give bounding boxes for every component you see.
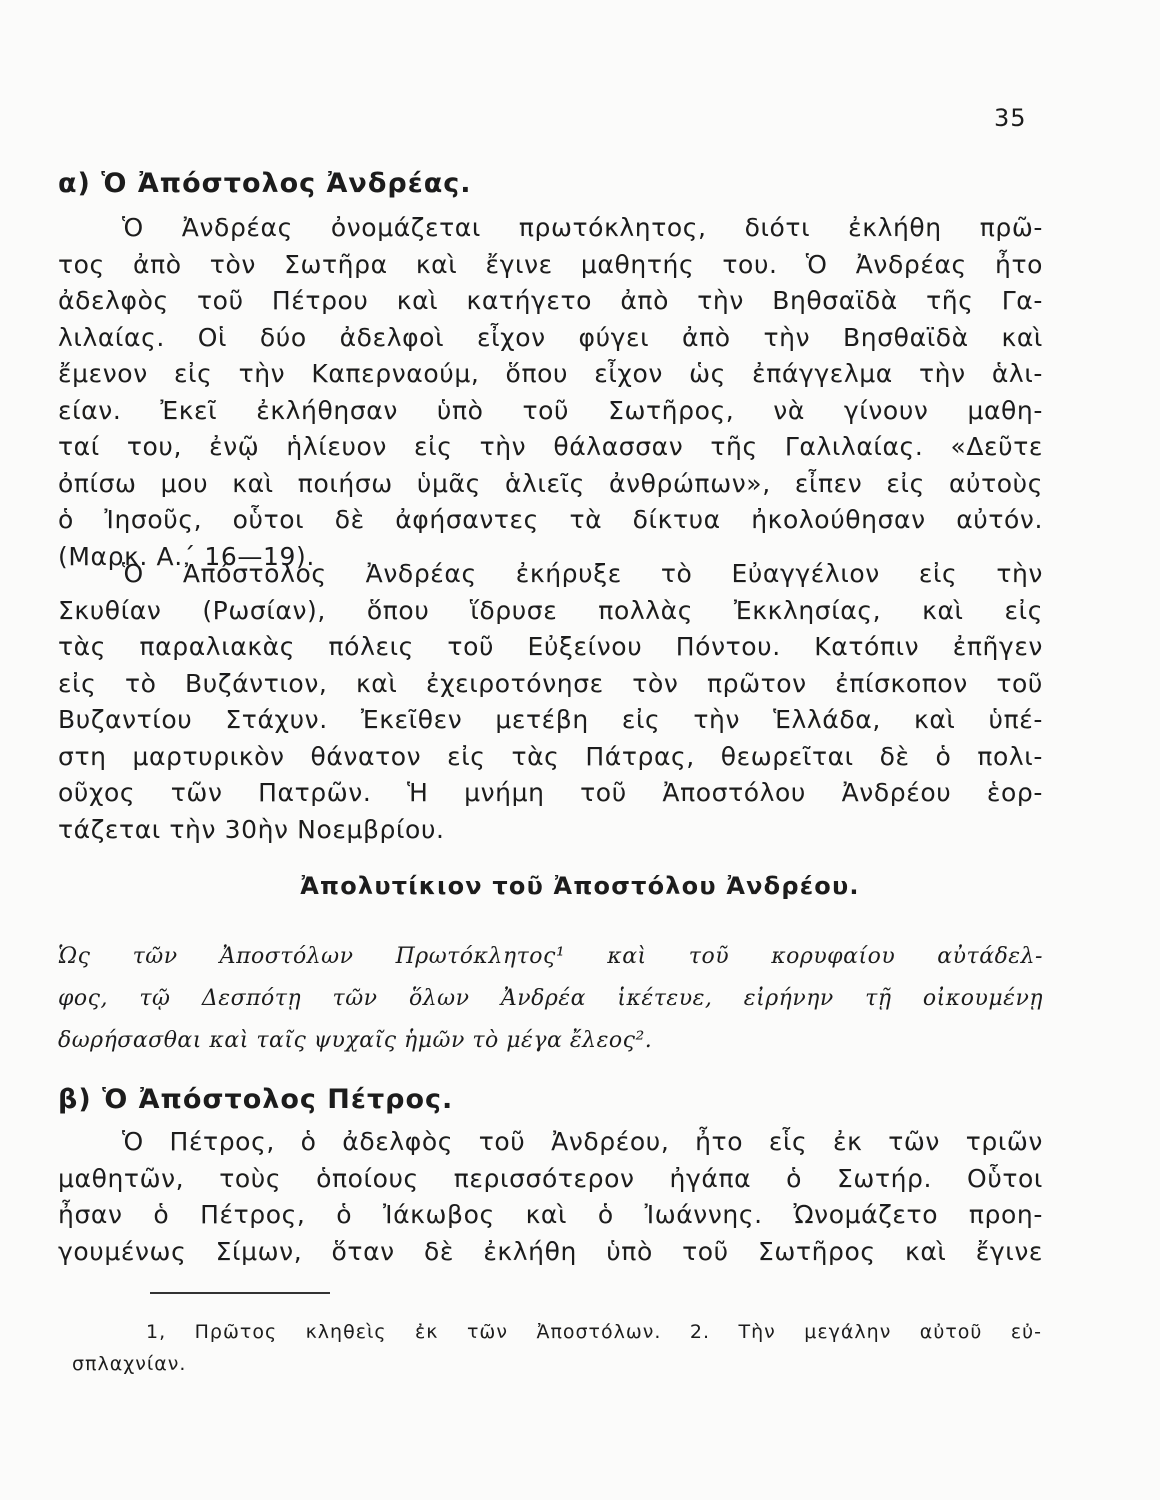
text-line: ὀπίσω μου καὶ ποιήσω ὑμᾶς ἁλιεῖς ἀνθρώπων», εἶπεν εἰς αὐτοὺς [58, 468, 1043, 498]
text-line: Ὁ Πέτρος, ὁ ἀδελφὸς τοῦ Ἀνδρέου, ἦτο εἷς ἐκ τῶν τριῶν [122, 1127, 1043, 1156]
page-number: 35 [994, 104, 1027, 132]
text-line: λιλαίας. Οἱ δύο ἀδελφοὶ εἶχον φύγει ἀπὸ τὴν Βησθαϊδὰ καὶ [58, 322, 1043, 352]
text-line: στη μαρτυρικὸν θάνατον εἰς τὰς Πάτρας, θεωρεῖται δὲ ὁ πολι- [58, 741, 1043, 771]
text-line: τὰς παραλιακὰς πόλεις τοῦ Εὐξείνου Πόντου. Κατόπιν ἐπῆγεν [58, 632, 1043, 661]
text-line: ταί του, ἐνῷ ἡλίευον εἰς τὴν θάλασσαν τῆς Γαλιλαίας. «Δεῦτε [58, 432, 1043, 461]
text-line: τάζεται τὴν 30ὴν Νοεμβρίου. [58, 814, 445, 844]
text-line: ἔμενον εἰς τὴν Καπερναούμ, ὅπου εἶχον ὡς ἐπάγγελμα τὴν ἁλι- [58, 359, 1043, 388]
section-heading-andreas: α) Ὁ Ἀπόστολος Ἀνδρέας. [58, 168, 472, 199]
text-line: Ὁ Ἀνδρέας ὀνομάζεται πρωτόκλητος, διότι ἐκλήθη πρῶ- [122, 213, 1043, 242]
text-line: οῦχος τῶν Πατρῶν. Ἡ μνήμη τοῦ Ἀποστόλου Ἀνδρέου ἑορ- [58, 778, 1043, 807]
text-line: Ὁ Ἀπόστολος Ἀνδρέας ἐκήρυξε τὸ Εὐαγγέλιον εἰς τὴν [122, 559, 1043, 588]
andreas-paragraph-1 [58, 210, 1043, 575]
text-line: ἀδελφὸς τοῦ Πέτρου καὶ κατήγετο ἀπὸ τὴν Βηθσαϊδὰ τῆς Γα- [58, 286, 1043, 315]
footnote-line: σπλαχνίαν. [72, 1353, 187, 1375]
hymn-line: δωρήσασθαι καὶ ταῖς ψυχαῖς ἡμῶν τὸ μέγα ἔλεος². [58, 1028, 653, 1053]
hymn-title: Ἀπολυτίκιον τοῦ Ἀποστόλου Ἀνδρέου. [300, 872, 860, 900]
andreas-paragraph-2 [58, 556, 1043, 848]
footnotes [72, 1316, 1042, 1380]
footnote-line: 1, Πρῶτος κληθεὶς ἐκ τῶν Ἀποστόλων. 2. Τὴν μεγάλην αὐτοῦ εὐ- [146, 1321, 1042, 1343]
hymn-text [58, 936, 1043, 1062]
text-line: ἦσαν ὁ Πέτρος, ὁ Ἰάκωβος καὶ ὁ Ἰωάννης. Ὠνομάζετο προη- [58, 1200, 1043, 1229]
text-line: Βυζαντίου Στάχυν. Ἐκεῖθεν μετέβη εἰς τὴν Ἑλλάδα, καὶ ὑπέ- [58, 705, 1043, 734]
text-line: γουμένως Σίμων, ὅταν δὲ ἐκλήθη ὑπὸ τοῦ Σωτῆρος καὶ ἔγινε [58, 1236, 1043, 1266]
footnote-divider [150, 1292, 330, 1294]
text-line: τος ἀπὸ τὸν Σωτῆρα καὶ ἔγινε μαθητής του. Ὁ Ἀνδρέας ἦτο [58, 249, 1043, 279]
text-line: (Μαρκ. Α.΄ 16—19). [58, 541, 315, 571]
section-heading-petros: β) Ὁ Ἀπόστολος Πέτρος. [58, 1084, 454, 1115]
petros-paragraph-1 [58, 1124, 1043, 1270]
text-line: είαν. Ἐκεῖ ἐκλήθησαν ὑπὸ τοῦ Σωτῆρος, νὰ γίνουν μαθη- [58, 395, 1043, 425]
text-line: εἰς τὸ Βυζάντιον, καὶ ἐχειροτόνησε τὸν πρῶτον ἐπίσκοπον τοῦ [58, 668, 1043, 698]
text-line: μαθητῶν, τοὺς ὁποίους περισσότερον ἠγάπα ὁ Σωτήρ. Οὗτοι [58, 1163, 1043, 1193]
hymn-line: φος, τῷ Δεσπότῃ τῶν ὅλων Ἀνδρέα ἱκέτευε, εἰρήνην τῇ οἰκουμένῃ [58, 986, 1043, 1011]
hymn-line: Ὡς τῶν Ἀποστόλων Πρωτόκλητος¹ καὶ τοῦ κορυφαίου αὐτάδελ- [58, 944, 1043, 969]
text-line: ὁ Ἰησοῦς, οὗτοι δὲ ἀφήσαντες τὰ δίκτυα ἠκολούθησαν αὐτόν. [58, 505, 1043, 534]
text-line: Σκυθίαν (Ρωσίαν), ὅπου ἵδρυσε πολλὰς Ἐκκλησίας, καὶ εἰς [58, 595, 1043, 625]
